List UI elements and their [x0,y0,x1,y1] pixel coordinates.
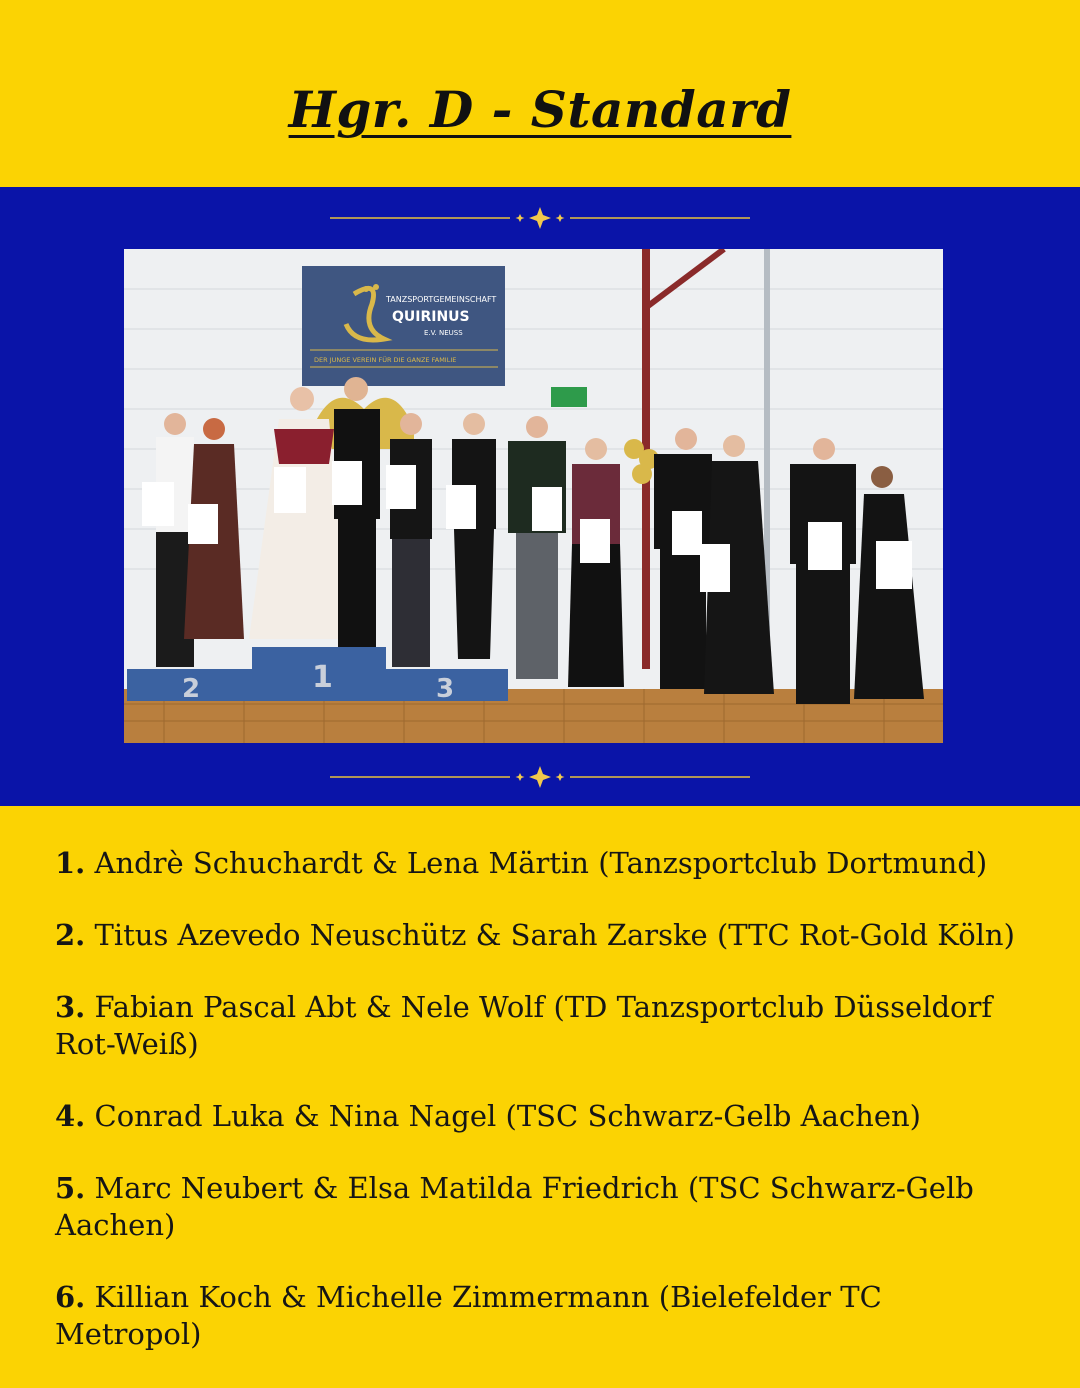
photo-band [0,187,1080,806]
result-item [55,917,1035,954]
banner-line-3: E.V. NEUSS [424,329,463,337]
results-list [55,845,1035,1388]
result-item [55,1098,1035,1135]
banner-line-4: DER JUNGE VEREIN FÜR DIE GANZE FAMILIE [314,356,457,364]
result-rank: 5. [55,1171,86,1205]
result-rank: 6. [55,1280,86,1314]
result-rank: 1. [55,846,86,880]
couple-5 [654,428,774,694]
result-text: Andrè Schuchardt & Lena Märtin (Tanzsportclub Dortmund) [85,846,988,880]
result-item [55,845,1035,882]
result-text: Killian Koch & Michelle Zimmermann (Bielefelder TC Metropol) [55,1280,882,1351]
result-rank: 3. [55,990,86,1024]
result-text: Marc Neubert & Elsa Matilda Friedrich (TSC Schwarz-Gelb Aachen) [55,1171,974,1242]
award-photo [124,249,943,743]
podium-1: 1 [312,660,333,695]
result-text: Titus Azevedo Neuschütz & Sarah Zarske (TTC Rot-Gold Köln) [85,918,1015,952]
banner-line-2: QUIRINUS [392,309,470,325]
result-item [55,1170,1035,1244]
ornament-divider-top [330,203,750,233]
podium-3: 3 [436,674,455,704]
couple-2 [142,413,244,667]
result-rank: 2. [55,918,86,952]
ornament-divider-bottom [330,762,750,792]
result-rank: 4. [55,1099,86,1133]
page-title: Hgr. D - Standard [288,80,792,139]
podium-2: 2 [182,674,201,704]
result-item [55,989,1035,1063]
result-text: Fabian Pascal Abt & Nele Wolf (TD Tanzsportclub Düsseldorf Rot-Weiß) [55,990,993,1061]
header [0,0,1080,187]
result-text: Conrad Luka & Nina Nagel (TSC Schwarz-Gelb Aachen) [85,1099,921,1133]
banner-line-1: TANZSPORTGEMEINSCHAFT [386,295,497,304]
award-ceremony-image [124,249,943,743]
result-item [55,1279,1035,1353]
